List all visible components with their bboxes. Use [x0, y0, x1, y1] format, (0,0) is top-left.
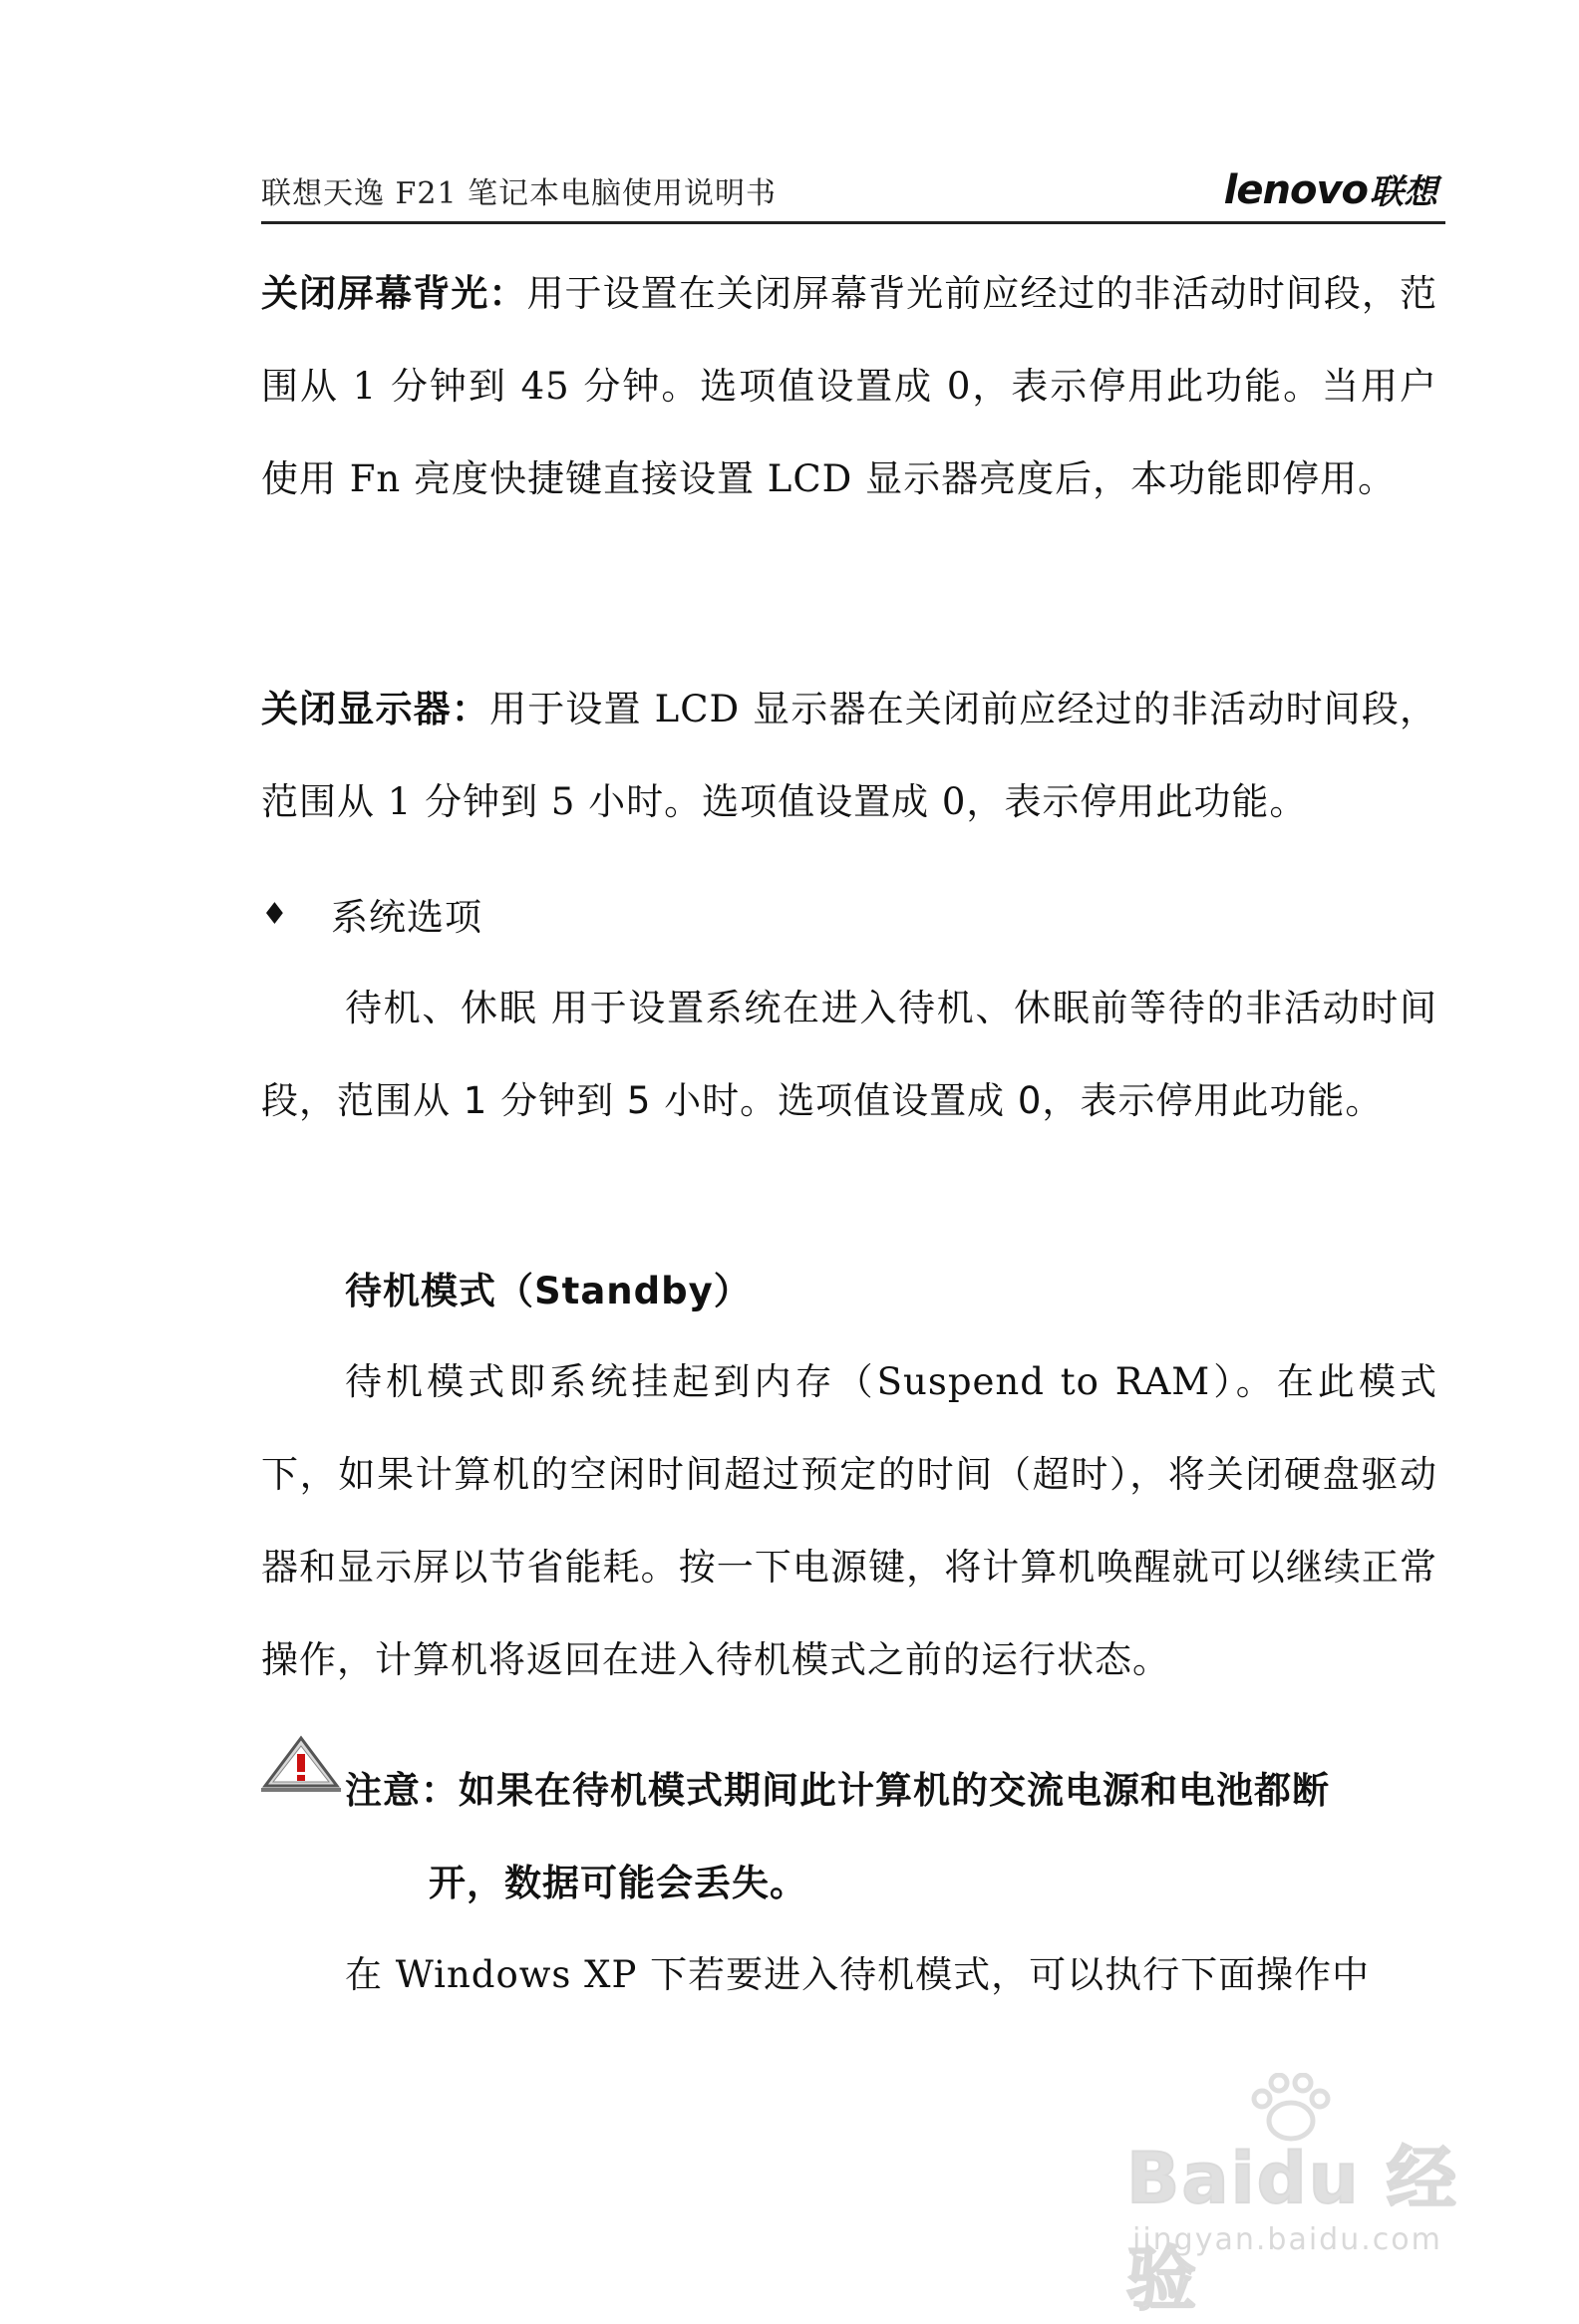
windows-xp-text: 在 Windows XP 下若要进入待机模式，可以执行下面操作中 — [345, 1953, 1371, 1996]
watermark-main-text: Baidu 经验 — [1126, 2138, 1458, 2320]
standby-paragraph — [261, 1335, 1437, 1706]
page-header — [261, 164, 1445, 226]
windows-xp-paragraph — [261, 1928, 1437, 2021]
logo-text-en: lenovo — [1223, 167, 1368, 213]
baidu-jingyan-watermark — [1126, 2073, 1485, 2320]
display-text: 用于设置 LCD 显示器在关闭前应经过的非活动时间段，范围从 1 分钟到 5 小时。选项值设置成 0，表示停用此功能。 — [261, 688, 1438, 823]
backlight-paragraph — [261, 247, 1437, 525]
system-options-paragraph — [261, 962, 1437, 1147]
standby-text: 待机模式即系统挂起到内存（Suspend to RAM）。在此模式下，如果计算机的空闲时间超过预定的时间（超时），将关闭硬盘驱动器和显示屏以节省能耗。按一下电源键，将计算机唤醒就可以继续正常操作，计算机将返回在进入待机模式之前的运行状态。 — [261, 1360, 1437, 1681]
notice-block — [345, 1744, 1441, 1929]
lenovo-logo — [1224, 164, 1437, 213]
display-paragraph — [261, 663, 1437, 848]
backlight-text: 用于设置在关闭屏幕背光前应经过的非活动时间段，范围从 1 分钟到 45 分钟。选项值设置成 0，表示停用此功能。当用户使用 Fn 亮度快捷键直接设置 LCD 显示器亮度后，本功能即停用。 — [261, 272, 1438, 500]
header-title: 联想天逸 F21 笔记本电脑使用说明书 — [261, 176, 778, 211]
system-options-text: 待机、休眠 用于设置系统在进入待机、休眠前等待的非活动时间段，范围从 1 分钟到 5 小时。选项值设置成 0，表示停用此功能。 — [261, 987, 1437, 1122]
watermark-url: jingyan.baidu.com — [1132, 2222, 1442, 2257]
diamond-bullet-icon: ♦ — [261, 896, 288, 932]
backlight-term: 关闭屏幕背光： — [261, 272, 527, 315]
header-divider — [261, 221, 1445, 224]
system-options-label: 系统选项 — [331, 896, 482, 939]
logo-text-cn: 联想 — [1370, 172, 1437, 212]
display-term: 关闭显示器： — [261, 688, 490, 730]
warning-icon — [261, 1734, 341, 1792]
system-options-heading — [261, 887, 482, 947]
notice-line-1: 注意：如果在待机模式期间此计算机的交流电源和电池都断 — [345, 1769, 1330, 1812]
standby-heading: 待机模式（Standby） — [345, 1270, 752, 1312]
notice-line-2: 开，数据可能会丢失。 — [429, 1862, 807, 1904]
